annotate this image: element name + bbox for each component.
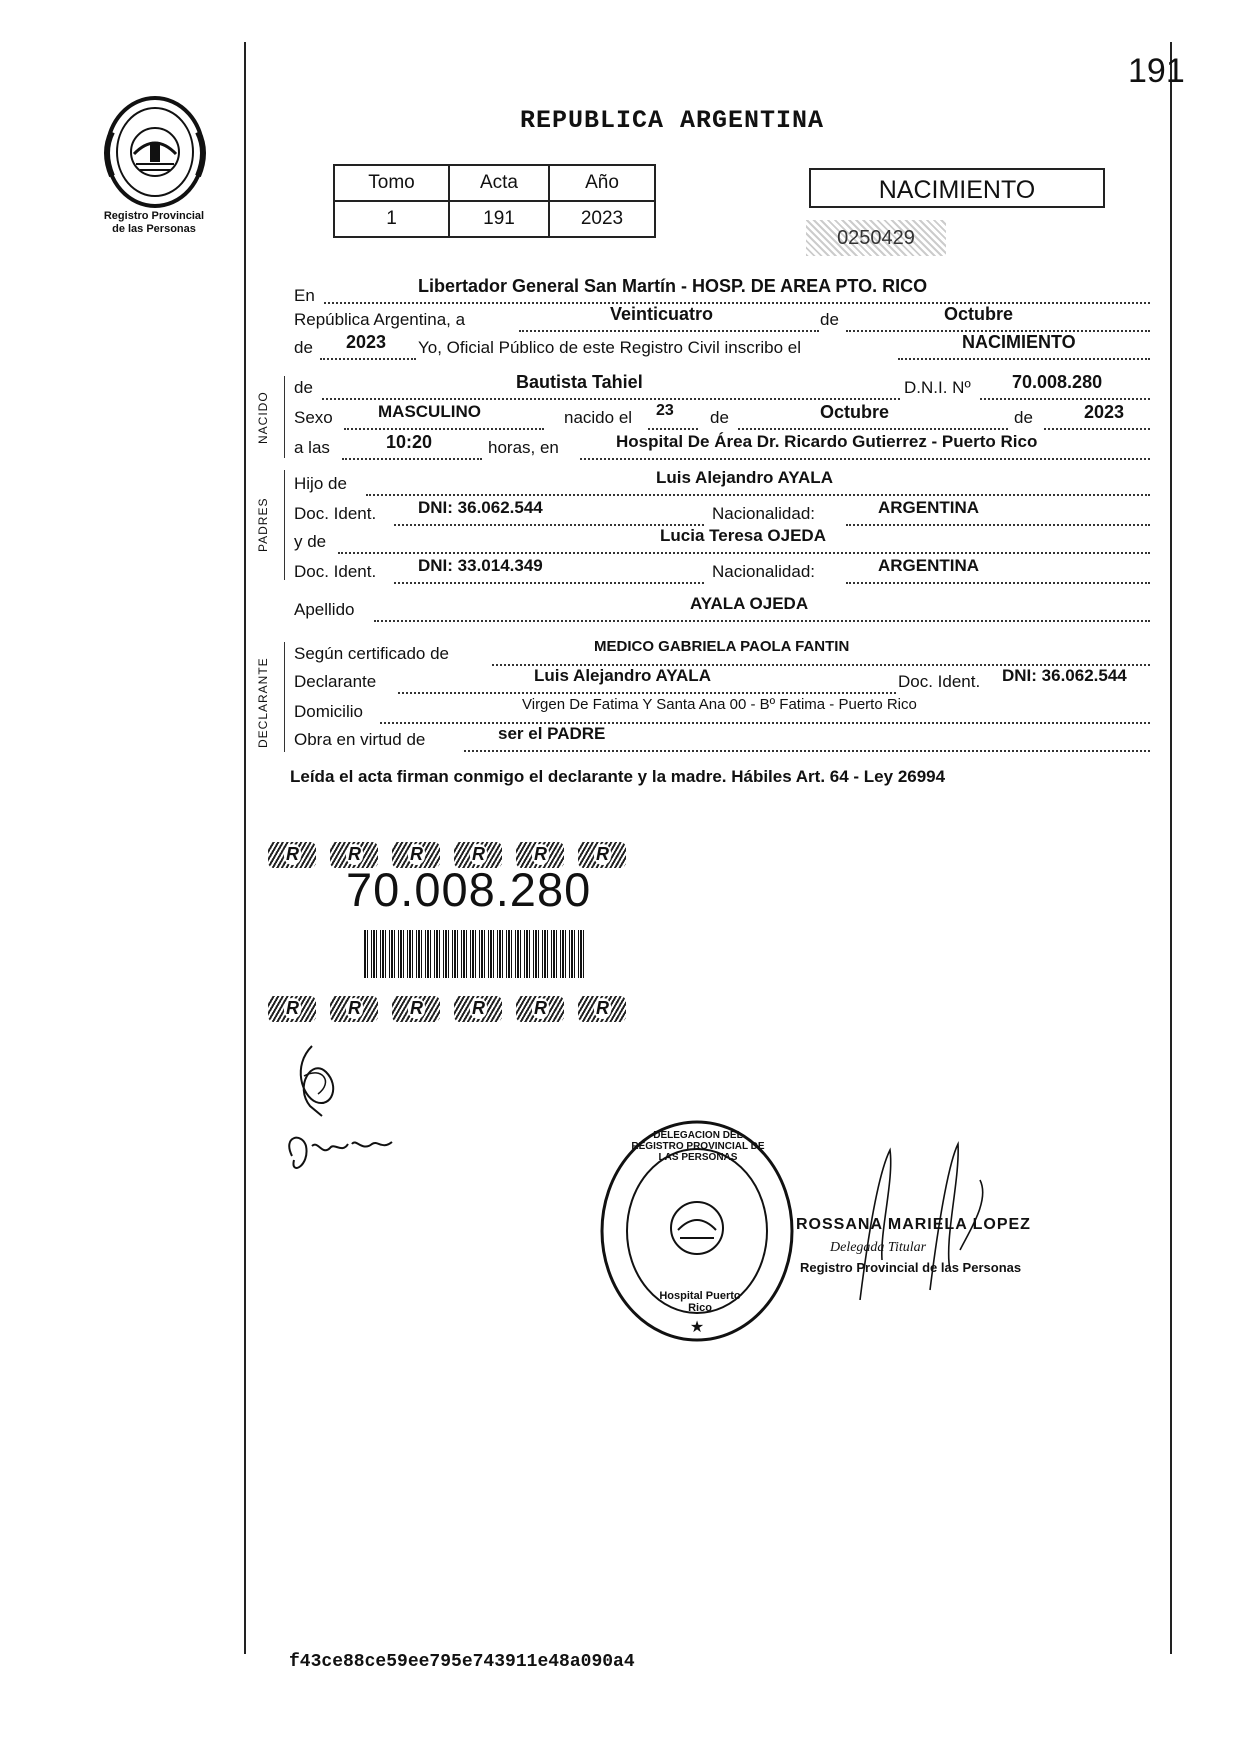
dots <box>846 582 1150 584</box>
apellido-label: Apellido <box>294 600 355 619</box>
r-tile-letter: R <box>534 844 547 864</box>
r-tile <box>516 996 564 1022</box>
row-capacity <box>294 724 1152 754</box>
dots <box>322 398 900 400</box>
row-declarant <box>294 666 1152 696</box>
row-certificate <box>294 638 1152 668</box>
nacido-label: nacido el <box>564 408 633 427</box>
dots <box>394 524 704 526</box>
father-doc-value: DNI: 36.062.544 <box>418 498 543 517</box>
row-time-place <box>294 432 1152 462</box>
dots <box>374 620 1150 622</box>
r-tile <box>330 996 378 1022</box>
dots <box>898 358 1150 360</box>
row-mother <box>294 526 1152 556</box>
security-band-bottom <box>268 996 626 1024</box>
dots <box>338 552 1150 554</box>
dots <box>846 524 1150 526</box>
r-tile-letter: R <box>348 998 361 1018</box>
tomo-header: Tomo <box>334 165 449 201</box>
mother-value: Lucia Teresa OJEDA <box>660 526 826 545</box>
r-tile <box>268 996 316 1022</box>
anio-value: 2023 <box>549 201 655 237</box>
dni-label: D.N.I. Nº <box>904 378 971 397</box>
declarante-section-line <box>284 642 285 752</box>
official-role: Delegada Titular <box>830 1240 927 1255</box>
r-tile-letter: R <box>596 998 609 1018</box>
birth-year-value: 2023 <box>1084 402 1125 422</box>
dots <box>394 582 704 584</box>
father-nat-label: Nacionalidad: <box>712 504 816 523</box>
dots <box>398 692 896 694</box>
r-tile-letter: R <box>596 844 609 864</box>
r-tile-letter: R <box>286 844 299 864</box>
sexo-value: MASCULINO <box>378 402 481 421</box>
r-tile <box>578 996 626 1022</box>
right-border-line <box>1170 42 1172 1654</box>
document-hash: f43ce88ce59ee795e743911e48a090a4 <box>289 1652 635 1672</box>
svg-text:★: ★ <box>689 1319 705 1336</box>
acta-value: 191 <box>449 201 549 237</box>
security-stamp-code: 0250429 <box>806 220 946 256</box>
row-year <box>294 332 1152 362</box>
rep-label: República Argentina, a <box>294 310 466 329</box>
yde-label: y de <box>294 532 327 551</box>
nacido-section-label: NACIDO <box>256 391 270 444</box>
dots <box>342 458 482 460</box>
year-value: 2023 <box>346 332 387 352</box>
dots <box>464 750 1150 752</box>
record-type-box: NACIMIENTO <box>809 168 1105 208</box>
row-child-name <box>294 372 1152 402</box>
dots <box>738 428 1008 430</box>
month-value: Octubre <box>944 304 1014 324</box>
hijo-label: Hijo de <box>294 474 347 493</box>
dots <box>980 398 1150 400</box>
mother-nat-value: ARGENTINA <box>878 556 980 575</box>
row-address <box>294 696 1152 726</box>
act-type-value: NACIMIENTO <box>962 332 1076 352</box>
declarant-value: Luis Alejandro AYALA <box>534 666 711 685</box>
row-date <box>294 304 1152 334</box>
child-dni-value: 70.008.280 <box>1012 372 1103 392</box>
dots <box>519 330 819 332</box>
tomo-value: 1 <box>334 201 449 237</box>
de-label-2: de <box>710 408 729 427</box>
dom-label: Domicilio <box>294 702 363 721</box>
row-father <box>294 468 1152 498</box>
padres-section-line <box>284 470 285 580</box>
padres-section-label: PADRES <box>256 497 270 552</box>
anio-header: Año <box>549 165 655 201</box>
dots <box>324 302 1150 304</box>
r-tile-letter: R <box>534 998 547 1018</box>
row-place <box>294 276 1152 306</box>
de2-label: de <box>294 338 313 357</box>
child-name-value: Bautista Tahiel <box>516 372 643 392</box>
birth-day-value: 23 <box>656 402 674 419</box>
record-table <box>333 164 656 238</box>
country-title: REPUBLICA ARGENTINA <box>520 106 825 135</box>
seal-inner-text: Hospital Puerto Rico <box>659 1290 741 1314</box>
dots <box>320 358 416 360</box>
de-label-3: de <box>1014 408 1033 427</box>
decl-doc-label: Doc. Ident. <box>898 672 981 691</box>
row-mother-doc <box>294 556 1152 586</box>
row-sex-birth <box>294 402 1152 432</box>
r-tile <box>454 996 502 1022</box>
r-tile-letter: R <box>410 998 423 1018</box>
r-tile <box>268 842 316 868</box>
father-doc-label: Doc. Ident. <box>294 504 377 523</box>
decl-label: Declarante <box>294 672 377 691</box>
dots <box>1044 428 1150 430</box>
barcode <box>364 930 584 978</box>
apellido-value: AYALA OJEDA <box>690 594 809 613</box>
de-label: de <box>820 310 839 329</box>
sexo-label: Sexo <box>294 408 333 427</box>
row-surname <box>294 594 1152 624</box>
official-name: ROSSANA MARIELA LOPEZ <box>796 1216 1031 1233</box>
dots <box>344 428 544 430</box>
father-nat-value: ARGENTINA <box>878 498 980 517</box>
en-label: En <box>294 286 315 305</box>
handwritten-signatures-icon <box>282 1036 452 1186</box>
oficial-text: Yo, Oficial Público de este Registro Civil inscribo el <box>418 338 801 357</box>
r-tile-letter: R <box>348 844 361 864</box>
father-value: Luis Alejandro AYALA <box>656 468 833 487</box>
row-father-doc <box>294 498 1152 528</box>
dots <box>380 722 1150 724</box>
day-value: Veinticuatro <box>610 304 714 324</box>
seal-text: DELEGACION DEL REGISTRO PROVINCIAL DE LAS PERSONAS <box>631 1130 765 1163</box>
misiones-coat-of-arms-logo <box>96 92 214 210</box>
reading-note: Leída el acta firman conmigo el declarante y la madre. Hábiles Art. 64 - Ley 26994 <box>290 767 946 786</box>
left-border-line <box>244 42 246 1654</box>
dots <box>366 494 1150 496</box>
official-org: Registro Provincial de las Personas <box>800 1260 1022 1275</box>
dots <box>648 428 698 430</box>
r-tile-letter: R <box>286 998 299 1018</box>
time-value: 10:20 <box>386 432 433 452</box>
horas-label: horas, en <box>488 438 559 457</box>
r-tile-letter: R <box>410 844 423 864</box>
id-stamp-number: 70.008.280 <box>346 863 592 916</box>
dots <box>580 458 1150 460</box>
logo-caption <box>78 210 230 236</box>
page-number: 191 <box>1128 52 1185 90</box>
declarante-section-label: DECLARANTE <box>256 657 270 748</box>
logo-caption-line-2: de las Personas <box>112 223 196 235</box>
acta-header: Acta <box>449 165 549 201</box>
mother-doc-label: Doc. Ident. <box>294 562 377 581</box>
cert-value: MEDICO GABRIELA PAOLA FANTIN <box>594 638 850 655</box>
capacity-value: ser el PADRE <box>498 724 606 743</box>
obra-label: Obra en virtud de <box>294 730 426 749</box>
birth-month-value: Octubre <box>820 402 890 422</box>
logo-caption-line-1: Registro Provincial <box>103 210 205 222</box>
r-tile-letter: R <box>472 998 485 1018</box>
place-value: Libertador General San Martín - HOSP. DE AREA PTO. RICO <box>418 276 928 296</box>
mother-doc-value: DNI: 33.014.349 <box>418 556 543 575</box>
birth-place-value: Hospital De Área Dr. Ricardo Gutierrez - Puerto Rico <box>616 432 1038 451</box>
r-tile <box>392 996 440 1022</box>
alas-label: a las <box>294 438 330 457</box>
address-value: Virgen De Fatima Y Santa Ana 00 - Bº Fatima - Puerto Rico <box>522 696 917 713</box>
nacido-section-line <box>284 376 285 458</box>
declarant-doc-value: DNI: 36.062.544 <box>1002 666 1127 685</box>
r-tile-letter: R <box>472 844 485 864</box>
cert-label: Según certificado de <box>294 644 449 663</box>
mother-nat-label: Nacionalidad: <box>712 562 816 581</box>
de-label: de <box>294 378 313 397</box>
